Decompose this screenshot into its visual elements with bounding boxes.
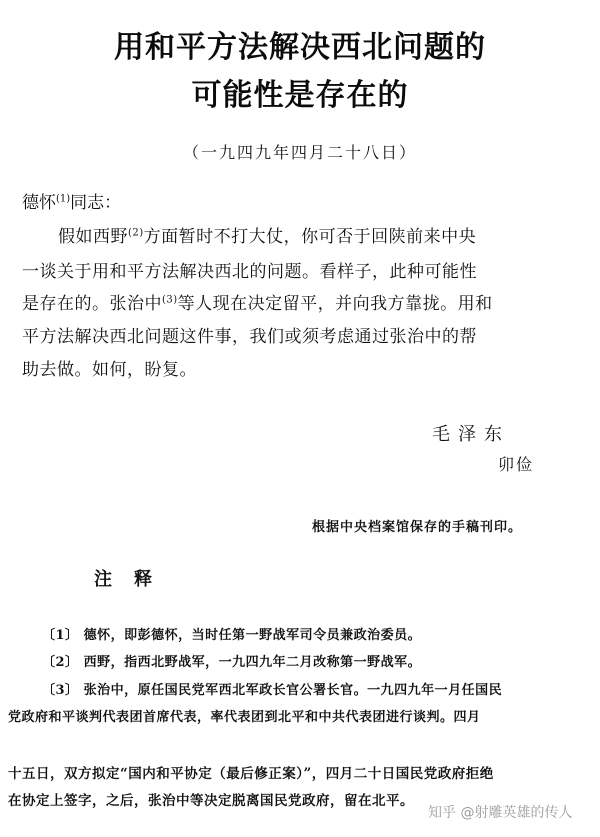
source-watermark: 知乎 @射雕英雄的传人 (428, 805, 573, 821)
letter-sign-date: 卯俭 (498, 455, 535, 474)
note-3-line-2: 党政府和平谈判代表团首席代表，率代表团到北平和中共代表团进行谈判。四月 (8, 710, 481, 725)
letter-text: 等人现在决定留平，并向我方靠拢。用和 (177, 294, 493, 314)
letter-body-line-4: 平方法解决西北问题这件事，我们或须考虑通过张治中的帮 (22, 327, 477, 347)
letter-text: 是存在的。张治中 (22, 294, 162, 314)
salutation-rest: 同志： (70, 193, 122, 213)
document-title-line-1: 用和平方法解决西北问题的 (114, 30, 486, 65)
letter-signer: 毛泽东 (432, 424, 510, 445)
document-title-line-2: 可能性是存在的 (191, 78, 409, 113)
letter-body-line-3 (22, 289, 582, 314)
note-3-line-3: 十五日，双方拟定“国内和平协定（最后修正案）”，四月二十日国民党政府拒绝 (8, 766, 494, 782)
footnote-ref-1: (1) (56, 193, 71, 205)
letter-text: 方面暂时不打大仗，你可否于回陕前来中央 (143, 227, 477, 247)
note-2: 〔2〕 西野，指西北野战军，一九四九年二月改称第一野战军。 (42, 655, 422, 670)
letter-body-line-2: 一谈关于用和平方法解决西北的问题。看样子，此种可能性 (22, 262, 477, 282)
notes-heading: 注释 (94, 569, 174, 590)
salutation-name: 德怀 (22, 193, 56, 213)
letter-salutation (22, 188, 121, 213)
letter-body-line-5: 助去做。如何，盼复。 (22, 360, 197, 380)
note-3-line-1: 〔3〕 张治中，原任国民党军西北军政长官公署长官。一九四九年一月任国民 (42, 683, 503, 698)
footnote-ref-3: (3) (162, 294, 178, 306)
note-1: 〔1〕 德怀，即彭德怀，当时任第一野战军司令员兼政治委员。 (42, 628, 422, 643)
document-date: （一九四九年四月二十八日） (182, 143, 417, 162)
source-note: 根据中央档案馆保存的手稿刊印。 (312, 520, 523, 535)
note-3-line-4: 在协定上签字，之后，张治中等决定脱离国民党政府，留在北平。 (8, 793, 414, 809)
footnote-ref-2: (2) (128, 227, 144, 239)
letter-text: 假如西野 (58, 227, 128, 247)
letter-body-line-1 (58, 222, 600, 247)
